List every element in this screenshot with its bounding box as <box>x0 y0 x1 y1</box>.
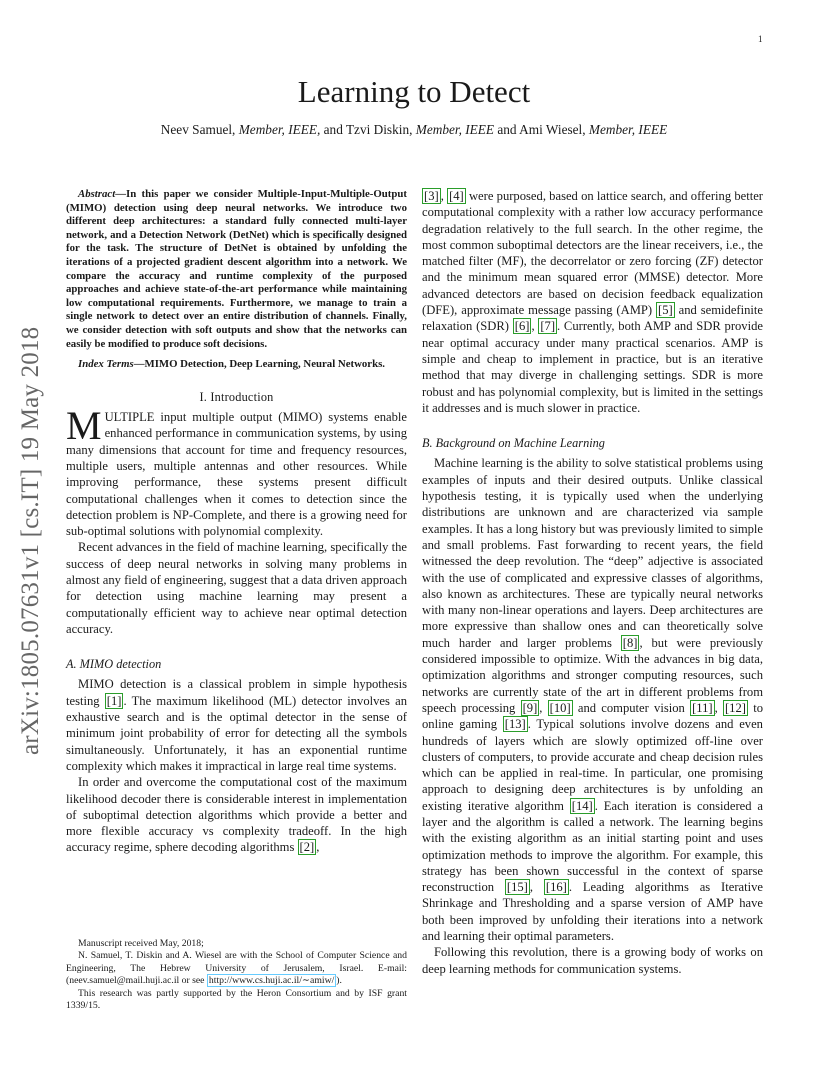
index-terms <box>66 358 407 372</box>
citation-link[interactable]: [4] <box>449 189 464 203</box>
citation-link[interactable]: [11] <box>692 700 713 715</box>
citation-link[interactable]: [3] <box>424 189 439 203</box>
citation-link[interactable]: [8] <box>622 635 638 650</box>
author-name: and Tzvi Diskin, <box>323 122 413 137</box>
citation-link[interactable]: [13] <box>504 717 526 732</box>
author-role: Member, IEEE <box>588 122 668 137</box>
mimo-paragraph: MIMO detection is a classical problem in simple hypothesis testing [1] . The maximum likelihood (ML) detector involves an exhaustive search and is the optimal detector in the sense of minimum joint probability of error for detecting all the symbols simultaneously. Unfortunately, it has an exponential runtime complexity which makes it impractical in large real time systems. <box>66 677 407 773</box>
citation-link[interactable]: [16] <box>545 880 567 895</box>
page-number: 1 <box>758 34 763 44</box>
citation-link[interactable]: [2] <box>299 840 315 855</box>
abstract <box>66 188 407 351</box>
left-column <box>66 188 407 856</box>
right-column <box>422 188 763 977</box>
author-name: Neev Samuel, <box>160 122 236 137</box>
footnote: This research was partly supported by the Heron Consortium and by ISF grant 1339/15. <box>66 987 407 1012</box>
citation-link[interactable]: [6] <box>514 319 530 334</box>
footnote: Manuscript received May, 2018; <box>78 938 204 949</box>
citation-link[interactable]: [5] <box>658 303 673 318</box>
footnote: N. Samuel, T. Diskin and A. Wiesel are with the School of Computer Science and Engineering, The Hebrew University of Jerusalem, Israel. E-mail: (neev.samuel@mail.huji.ac.il or see http://www.cs.huji.ac.il/∼amiw/ ). <box>66 950 407 987</box>
ml-paragraph: Machine learning is the ability to solve statistical problems using examples of inputs and their desired outputs. Unlike classical hypothesis testing, it is typically used when the underlying distributions are unknown and are characterized via sample examples. It has a long history but was previously limited to simple and small problems. Fast forwarding to recent years, the field witnessed the deep revolution. The “deep” adjective is associated with the use of complicated and expressive classes of algorithms, also known as architectures. These are typically neural networks with many non-linear operations and layers. Deep architectures are more expressive than shallow ones and can theoretically solve much harder and larger problems [8] , but were previously considered impossible to optimize. With the advances in big data, optimization algorithms and stronger computing resources, such networks are currently state of the art in different problems from speech processing [9] , [10] and computer vision [11] , [12] to online gaming [13] . Typical solutions involve dozens and even hundreds of layers which are slowly optimized off-line over clusters of computers, to provide accurate and cheap decision rules which can be applied in real-time. In particular, one promising approach to designing deep architectures is by unfolding an existing iterative algorithm [14] . Each iteration is considered a layer and the algorithm is called a network. The learning begins with the existing algorithm as an initial starting point and uses optimization methods to improve the algorithm. For example, this strategy has been shown successful in the context of sparse reconstruction [15] , [16] . Leading algorithms as Iterative Shrinkage and Thresholding and a sparse version of AMP have both been improved by unfolding their iterations into a network and learning their optimal parameters. <box>422 456 764 944</box>
subsection-heading-mimo: A. MIMO detection <box>66 657 162 672</box>
citation-link[interactable]: [1] <box>106 693 122 708</box>
citation-link[interactable]: [15] <box>506 880 528 895</box>
citation-link[interactable]: [9] <box>522 700 538 715</box>
mimo-paragraph: In order and overcome the computational cost of the maximum likelihood decoder there is considerable interest in implementation of suboptimal detection algorithms which provide a better and more flexible accuracy vs complexity tradeoff. In the high accuracy regime, sphere decoding algorithms [2] , <box>66 775 407 855</box>
homepage-link[interactable]: http://www.cs.huji.ac.il/∼amiw/ <box>208 975 335 987</box>
index-terms-label: Index Terms <box>78 358 134 371</box>
author-line <box>0 122 828 138</box>
ml-paragraph: Following this revolution, there is a growing body of works on deep learning methods for communication systems. <box>422 945 763 976</box>
arxiv-identifier: arXiv:1805.07631v1 [cs.IT] 19 May 2018 <box>17 326 44 755</box>
detector-paragraph: [3] , [4] were purposed, based on lattice search, and offering better computational complexity with a rather low accuracy performance degradation relatively to the full search. In the other regime, the most common suboptimal detectors are the linear receivers, i.e., the matched filter (MF), the decorrelator or zero forcing (ZF) detector and the minimum mean squared error (MMSE) detector. More advanced detectors are based on decision feedback equalization (DFE), approximate message passing (AMP) [5] and semidefinite relaxation (SDR) [6] , [7] . Currently, both AMP and SDR provide near optimal accuracy under many practical scenarios. AMP is simple and cheap to implement in practice, but is an iterative method that may diverge in challenging settings. SDR is more robust and has polynomial complexity, but is limited in the settings it addresses and is much slower in practice. <box>422 189 764 415</box>
intro-paragraph: MULTIPLE input multiple output (MIMO) systems enable enhanced performance in communication systems, by using many dimensions that account for time and frequency resources, multiple users, multiple antennas and other resources. While improving performance, these systems present difficult computational challenges when it comes to detection since the detection problem is NP-Complete, and there is a growing need for sub-optimal solutions with polynomial complexity. <box>66 403 407 539</box>
subsection-heading-machine-learning: B. Background on Machine Learning <box>422 436 605 451</box>
author-role: Member, IEEE <box>415 122 495 137</box>
citation-link[interactable]: [12] <box>724 700 746 715</box>
author-role: Member, IEEE, <box>238 122 321 137</box>
abstract-text: —In this paper we consider Multiple-Input-Multiple-Output (MIMO) detection using deep neural networks. We introduce two different deep architectures: a standard fully connected multi-layer network, and a Detection Network (DetNet) which is specifically designed for the task. The structure of DetNet is obtained by unfolding the iterations of a projected gradient descent algorithm into a network. We compare the accuracy and runtime complexity of the purposed approaches and achieve state-of-the-art performance while maintaining low computational requirements. Furthermore, we manage to train a single network to detect over an entire distribution of channels. Finally, we consider detection with soft outputs and show that the networks can easily be modified to produce soft decisions. <box>66 188 407 350</box>
paper-title: Learning to Detect <box>297 74 531 109</box>
section-heading-introduction: I. Introduction <box>199 389 274 404</box>
citation-link[interactable]: [7] <box>540 319 556 334</box>
drop-cap: M <box>66 403 102 449</box>
footnotes <box>66 938 407 1012</box>
citation-link[interactable]: [10] <box>549 700 571 715</box>
citation-link[interactable]: [14] <box>571 798 593 813</box>
abstract-label: Abstract <box>78 188 116 200</box>
index-terms-text: —MIMO Detection, Deep Learning, Neural Networks. <box>133 358 385 371</box>
intro-paragraph: Recent advances in the field of machine learning, specifically the success of deep neural networks in solving many problems in almost any field of engineering, suggest that a data driven approach for detection using machine learning may present a computationally efficient way to achieve near optimal detection accuracy. <box>66 540 407 636</box>
author-name: and Ami Wiesel, <box>497 122 586 137</box>
